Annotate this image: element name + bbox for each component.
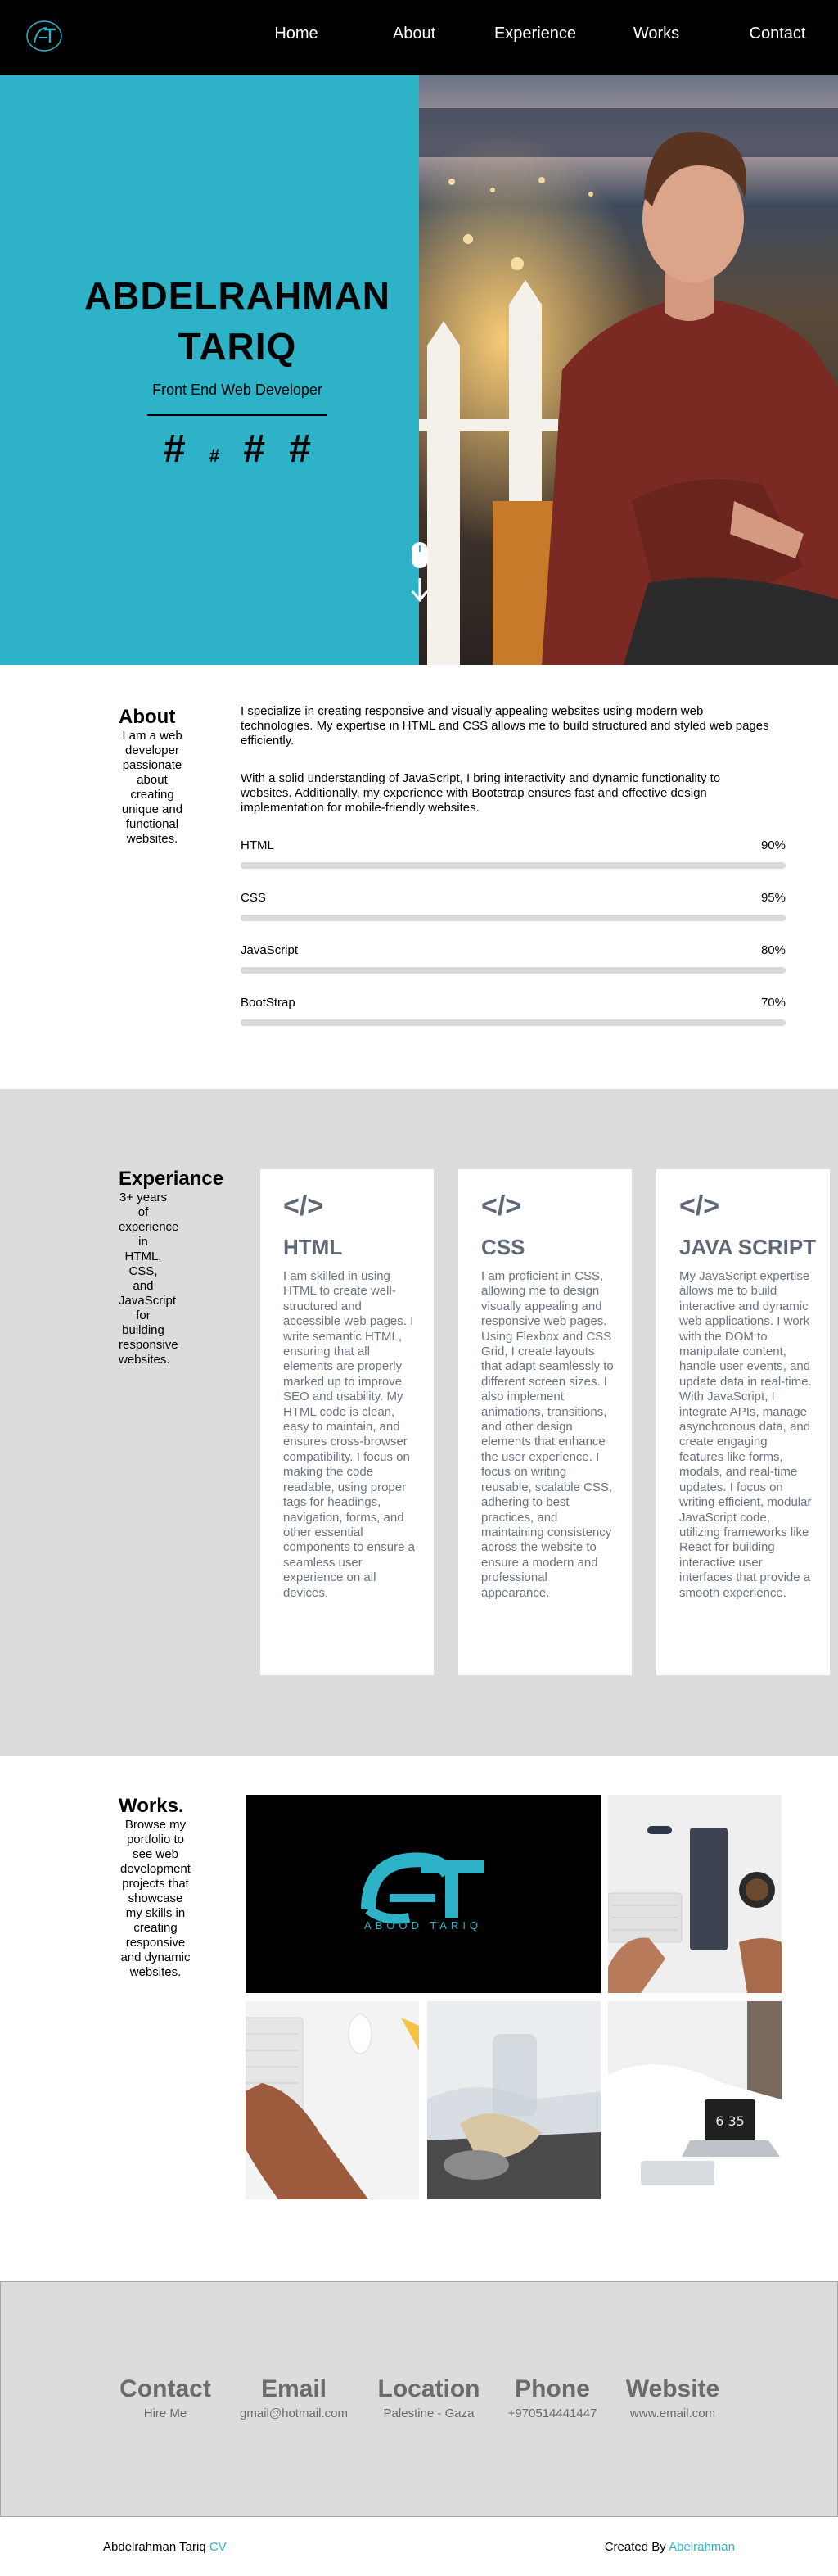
contact-info-contact: [119, 2375, 211, 2420]
experience-title: Experiance: [119, 1168, 224, 1190]
contact-info-website: [621, 2375, 724, 2420]
contact-info-title: Email: [260, 2375, 327, 2402]
card-title: CSS: [481, 1235, 525, 1259]
skill-javascript: [241, 943, 786, 974]
contact-info-value: Palestine - Gaza: [383, 2407, 475, 2420]
hero-portrait-photo: [419, 75, 838, 665]
skill-html: [241, 838, 786, 869]
experience-card-html: [260, 1169, 434, 1675]
contact-info-title: Website: [625, 2375, 720, 2402]
contact-section: [0, 2281, 838, 2517]
at-logo-artwork: [246, 1795, 601, 1993]
skill-percent: 70%: [760, 996, 786, 1010]
skill-percent: 80%: [760, 943, 786, 957]
experience-description: 3+ years of experience in HTML, CSS, and JavaScript for building responsive websites.: [119, 1191, 179, 1367]
nav-works[interactable]: Works: [633, 25, 680, 43]
about-paragraph-2: With a solid understanding of JavaScript, I bring interactivity and dynamic functionality to websites. Additionally, my experience with Bootstrap ensures fast and effective design implementation for mobile-friendly websites.: [241, 771, 721, 815]
skill-name: HTML: [241, 838, 274, 852]
at-monogram-logo[interactable]: [25, 18, 64, 54]
skill-name: BootStrap: [241, 996, 295, 1010]
footer-right: [605, 2540, 735, 2554]
nav-contact[interactable]: Contact: [749, 25, 806, 43]
card-title: HTML: [283, 1235, 343, 1259]
hero-name: [0, 270, 475, 372]
navbar: [0, 0, 838, 75]
card-text: My JavaScript expertise allows me to build interactive and dynamic web applications. I work with the DOM to manipulate content, handle user events, and update data in real-time. With JavaScript, I integrate APIs, manage asynchronous data, and create engaging features like forms, modals, and real-time updates. I focus on writing efficient, modular JavaScript code, utilizing frameworks like React for building interactive user interfaces that provide a smooth experience.: [679, 1269, 812, 1600]
skill-percent: 90%: [760, 838, 786, 852]
social-link-4[interactable]: #: [289, 427, 311, 471]
footer-created-by: Created By: [604, 2540, 666, 2554]
code-icon: </>: [283, 1191, 324, 1222]
hero-name-line2: TARIQ: [178, 325, 297, 368]
nav-experience[interactable]: Experience: [493, 25, 577, 43]
mouse-scroll-icon[interactable]: [409, 540, 430, 606]
card-text: I am proficient in CSS, allowing me to design visually appealing and responsive web pages. Using Flexbox and CSS Grid, I create layouts that adapt seamlessly to different screen sizes. I also implement animations, transitions, and other design elements that enhance the user experience. I focus on writing reusable, scalable CSS, adhering to best practices, and maintaining consistency across the website to ensure a modern and professional appearance.: [481, 1269, 614, 1600]
experience-card-javascript: [656, 1169, 830, 1675]
experience-section: [0, 1089, 838, 1756]
card-text: I am skilled in using HTML to create well-structured and accessible web pages. I write semantic HTML, ensuring that all elements are properly marked up to improve SEO and usability. My HTML code is clean, easy to maintain, and ensures cross-browser compatibility. I focus on making the code readable, using proper tags for headings, navigation, forms, and other essential components to ensure a seamless user experience on all devices.: [283, 1269, 415, 1600]
skill-bar: [241, 967, 786, 974]
contact-info-title: Phone: [515, 2375, 590, 2402]
experience-card-css: [458, 1169, 632, 1675]
hero-social-links: [164, 426, 311, 480]
work-tile-laptop[interactable]: [608, 2001, 782, 2199]
hero-role: Front End Web Developer: [152, 382, 322, 398]
contact-info-value[interactable]: +970514441447: [507, 2407, 597, 2420]
hero-divider: [147, 414, 327, 416]
hero-name-line1: ABDELRAHMAN: [84, 274, 390, 317]
works-description: Browse my portfolio to see web development projects that showcase my skills in creating responsive and dynamic websites.: [120, 1818, 191, 1979]
skill-bar: [241, 862, 786, 869]
about-title: About: [119, 706, 176, 728]
skill-name: JavaScript: [241, 943, 299, 957]
about-paragraph-1: I specialize in creating responsive and visually appealing websites using modern web technologies. My expertise in HTML and CSS allows me to build structured and styled web pages efficiently.: [241, 704, 769, 748]
contact-info-phone: [503, 2375, 601, 2420]
contact-info-title: Location: [377, 2375, 480, 2402]
social-link-2[interactable]: #: [209, 445, 220, 466]
about-section: [0, 665, 838, 1089]
skill-bar: [241, 915, 786, 921]
card-title: JAVA SCRIPT: [679, 1235, 817, 1259]
works-title: Works.: [119, 1795, 184, 1817]
contact-info-title: Contact: [119, 2375, 211, 2402]
footer-cv-link[interactable]: CV: [209, 2540, 227, 2554]
skill-bar-fill: [241, 862, 731, 869]
work-tile-jar-books[interactable]: [427, 2001, 601, 2199]
contact-info-email: [235, 2375, 353, 2420]
footer-author-link[interactable]: Abelrahman: [669, 2540, 735, 2554]
nav-links: [239, 21, 838, 46]
logo-caption: ABOOD TARIQ: [363, 1919, 483, 1932]
social-link-1[interactable]: #: [164, 427, 186, 471]
footer-left: [103, 2540, 227, 2554]
skill-name: CSS: [241, 891, 266, 905]
skill-bootstrap: [241, 996, 786, 1026]
social-link-3[interactable]: #: [243, 427, 266, 471]
svg-text:6 35: 6 35: [715, 2113, 745, 2129]
contact-info-value[interactable]: www.email.com: [629, 2407, 716, 2420]
nav-about[interactable]: About: [392, 25, 436, 43]
work-tile-logo[interactable]: [246, 1795, 601, 1993]
work-tile-desk-coffee[interactable]: [608, 1795, 782, 1993]
code-icon: </>: [679, 1191, 720, 1222]
skill-bar-fill: [241, 915, 759, 921]
nav-home[interactable]: Home: [274, 25, 318, 43]
code-icon: </>: [481, 1191, 522, 1222]
about-description: I am a web developer passionate about creating unique and functional websites.: [121, 729, 183, 846]
skill-percent: 95%: [760, 891, 786, 905]
skill-bar-fill: [241, 967, 677, 974]
contact-info-location: [376, 2375, 482, 2420]
footer: [0, 2517, 838, 2576]
skill-bar: [241, 1019, 786, 1026]
work-tile-typing[interactable]: [246, 2001, 419, 2199]
skill-bar-fill: [241, 1019, 622, 1026]
hero-section: [0, 75, 838, 665]
contact-info-value[interactable]: gmail@hotmail.com: [240, 2407, 348, 2420]
footer-author: Abdelrahman Tariq: [103, 2540, 206, 2554]
contact-info-value[interactable]: Hire Me: [143, 2407, 187, 2420]
works-section: [0, 1756, 838, 2281]
skill-css: [241, 891, 786, 921]
